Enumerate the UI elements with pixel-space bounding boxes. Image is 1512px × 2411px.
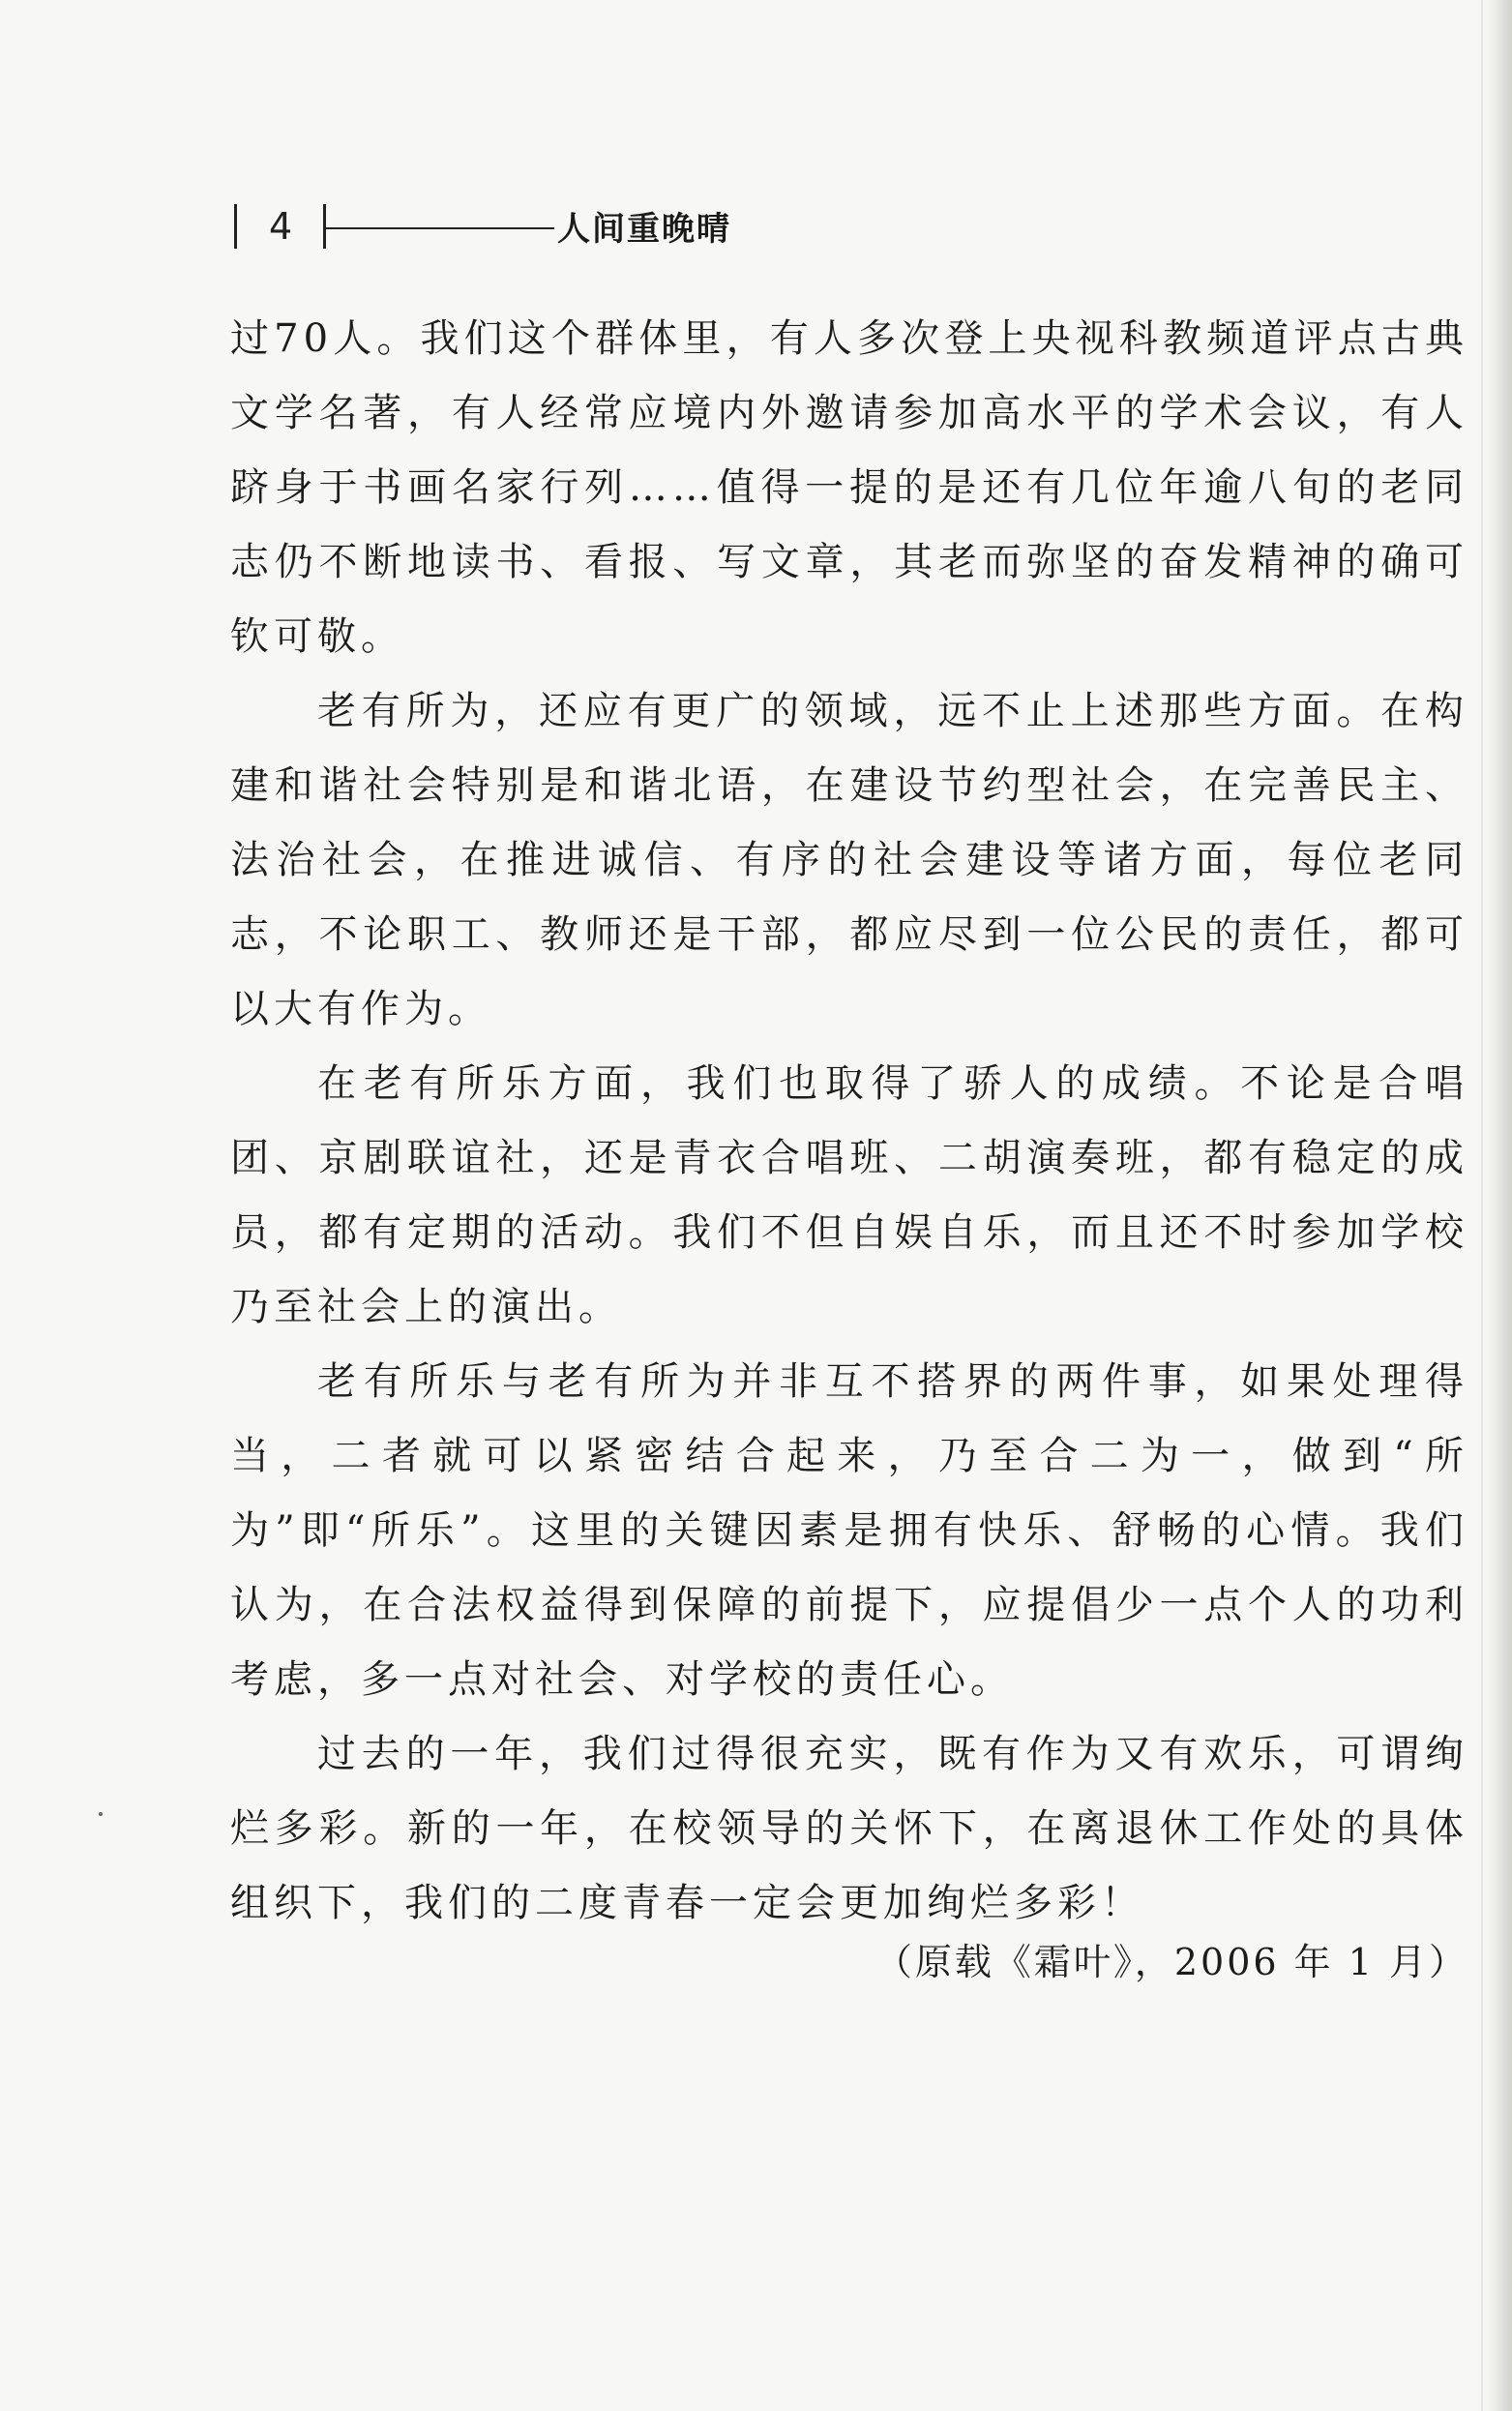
running-header [230, 198, 811, 256]
header-rule [326, 227, 554, 229]
header-left-bar [234, 204, 237, 249]
paragraph: 在老有所乐方面，我们也取得了骄人的成绩。不论是合唱团、京剧联谊社，还是青衣合唱班、二胡演奏班，都有稳定的成员，都有定期的活动。我们不但自娱自乐，而且还不时参加学校乃至社会上的演出。 [230, 1061, 1468, 1329]
page-number: 4 [269, 205, 293, 248]
page-edge-shadow [1485, 0, 1512, 2411]
book-title: 人间重晚晴 [557, 210, 731, 249]
body-text [230, 302, 1468, 1941]
header-divider-bar [323, 204, 326, 249]
paragraph: 老有所乐与老有所为并非互不搭界的两件事，如果处理得当，二者就可以紧密结合起来，乃至合二为一，做到“所为”即“所乐”。这里的关键因素是拥有快乐、舒畅的心情。我们认为，在合法权益得到保障的前提下，应提倡少一点个人的功利考虑，多一点对社会、对学校的责任心。 [230, 1359, 1468, 1702]
paragraph: 老有所为，还应有更广的领域，远不止上述那些方面。在构建和谐社会特别是和谐北语，在建设节约型社会，在完善民主、法治社会，在推进诚信、有序的社会建设等诸方面，每位老同志，不论职工、教师还是干部，都应尽到一位公民的责任，都可以大有作为。 [230, 689, 1468, 1031]
scan-speck [99, 1812, 103, 1816]
source-note: （原载《霜叶》，2006 年 1 月） [875, 1941, 1468, 1983]
page-edge-line [1481, 0, 1483, 2411]
paragraph: 过70人。我们这个群体里，有人多次登上央视科教频道评点古典文学名著，有人经常应境内外邀请参加高水平的学术会议，有人跻身于书画名家行列……值得一提的是还有几位年逾八旬的老同志仍不断地读书、看报、写文章，其老而弥坚的奋发精神的确可钦可敬。 [230, 316, 1468, 659]
paragraph: 过去的一年，我们过得很充实，既有作为又有欢乐，可谓绚烂多彩。新的一年，在校领导的关怀下，在离退休工作处的具体组织下，我们的二度青春一定会更加绚烂多彩！ [230, 1732, 1468, 1925]
